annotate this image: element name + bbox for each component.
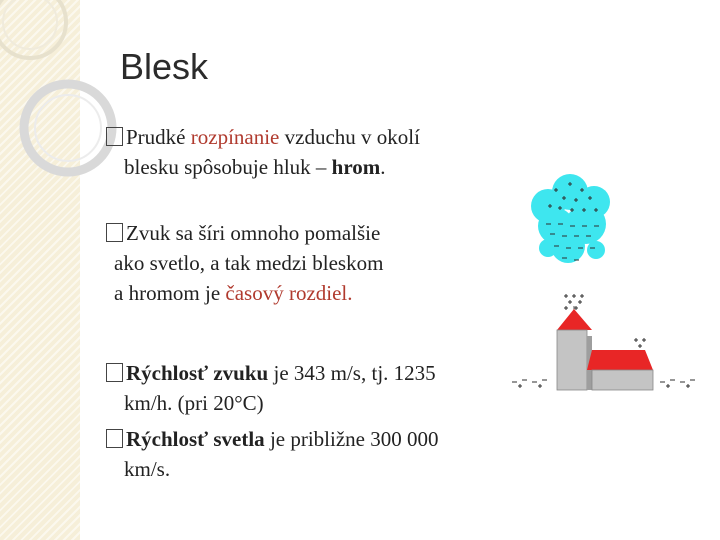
bullet-marker	[106, 223, 123, 242]
bullet-marker	[106, 363, 123, 382]
bullet-marker	[106, 127, 123, 146]
bold-term: Rýchlosť zvuku	[126, 361, 269, 385]
bold-term: Rýchlosť svetla	[126, 427, 265, 451]
storm-church-illustration	[508, 168, 708, 398]
church-icon	[557, 306, 653, 390]
highlight-term: rozpínanie	[190, 125, 280, 149]
cloud-icon	[531, 174, 610, 263]
bullet-item-1: Prudké rozpínanie vzduchu v okolí blesku spôsobuje hluk – hrom.	[106, 122, 420, 182]
highlight-term: časový rozdiel.	[225, 281, 353, 305]
bullet-item-3: Rýchlosť zvuku je 343 m/s, tj. 1235 km/h. (pri 20°C)	[106, 358, 436, 418]
decorative-rings	[0, 0, 200, 220]
bullet-item-4: Rýchlosť svetla je približne 300 000 km/s.	[106, 424, 438, 484]
bullet-marker	[106, 429, 123, 448]
bold-term: hrom	[331, 155, 381, 179]
bullet-item-2: Zvuk sa šíri omnoho pomalšie ako svetlo, a tak medzi bleskom a hromom je časový rozdiel.	[106, 218, 383, 308]
slide-title: Blesk	[120, 46, 209, 87]
roof-charges	[634, 338, 646, 348]
